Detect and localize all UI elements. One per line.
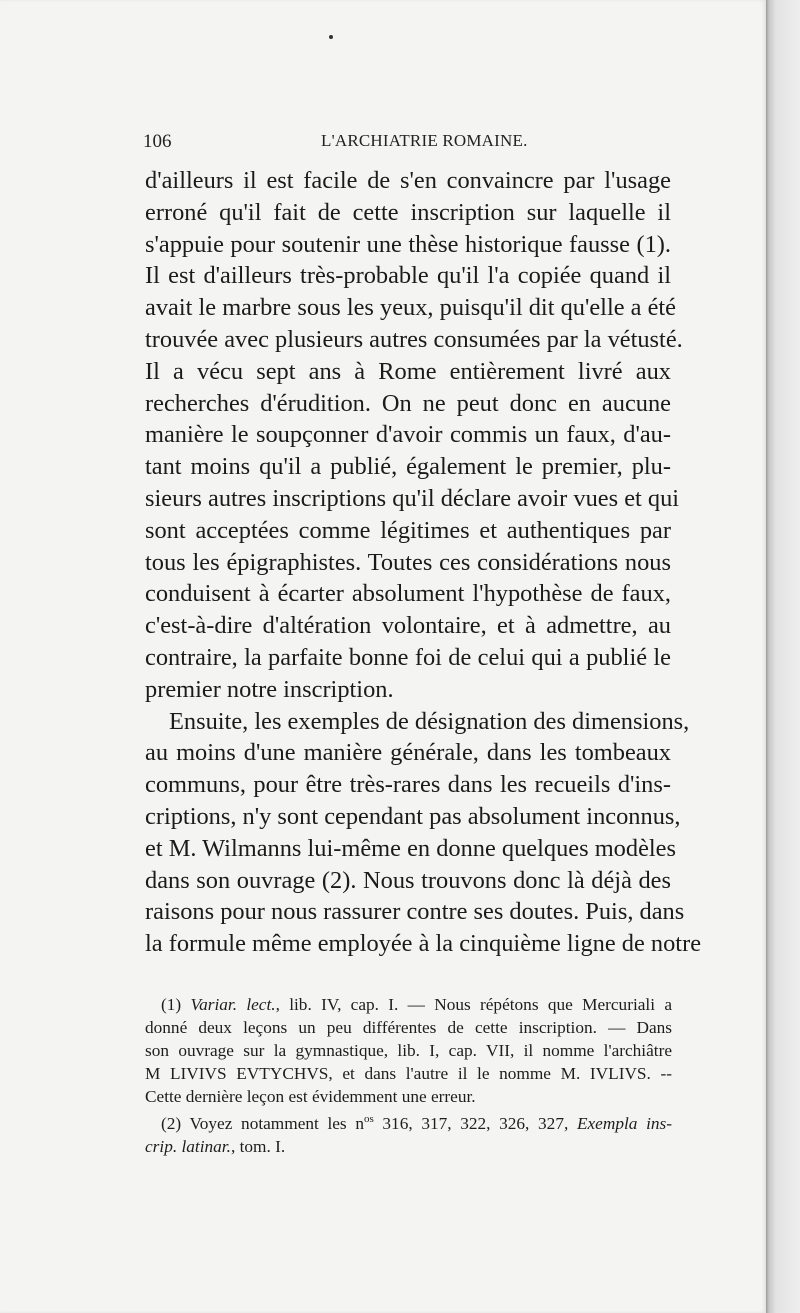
footnote-marker: (2) [161,1113,182,1133]
text-line: la formule même employée à la cinquième ligne de notre [145,930,702,958]
text-line: au moins d'une manière générale, dans les tombeaux [145,739,671,767]
footnote-reference: Variar. lect. [190,995,276,1014]
footnote-line: donné deux leçons un peu différentes de cette inscription. — Dans [145,1018,672,1037]
text-line: dans son ouvrage (2). Nous trouvons donc là déjà des [145,866,671,894]
footnote-reference: Exempla ins- [576,1113,672,1133]
text-line: recherches d'érudition. On ne peut donc en aucune [145,389,671,417]
text-line: trouvée avec plusieurs autres consumées par la vétusté. [145,325,683,353]
footnote-line: Cette dernière leçon est évidemment une erreur. [145,1087,476,1106]
text-line: erroné qu'il fait de cette inscription sur laquelle il [145,198,671,226]
text-line: tous les épigraphistes. Toutes ces considérations nous [145,548,671,576]
page-number: 106 [143,131,172,152]
text-line: raisons pour nous rassurer contre ses doutes. Puis, dans [145,898,685,926]
text-line: et M. Wilmanns lui-même en donne quelques modèles [145,834,676,862]
footnote-line [145,1135,672,1158]
footnote-superscript: os [363,1113,374,1125]
footnote-text: 316, 317, 322, 326, 327, [373,1113,577,1133]
text-line: manière le soupçonner d'avoir commis un faux, d'au- [145,421,671,449]
text-line: conduisent à écarter absolument l'hypothèse de faux, [145,580,671,608]
text-line: communs, pour être très-rares dans les recueils d'ins- [145,771,671,799]
footnote-reference: crip. latinar. [145,1136,231,1156]
body-text [145,165,702,960]
footnotes [145,993,672,1158]
text-line: avait le marbre sous les yeux, puisqu'il dit qu'elle a été [145,294,677,322]
text-line: Il a vécu sept ans à Rome entièrement livré aux [145,357,671,385]
text-line: contraire, la parfaite bonne foi de celui qui a publié le [145,643,671,671]
footnote-text: , tom. I. [230,1136,286,1156]
footnote-marker: (1) [161,995,182,1014]
text-line: criptions, n'y sont cependant pas absolument inconnus, [145,802,681,830]
page-edge [766,0,800,1313]
footnote-line: son ouvrage sur la gymnastique, lib. I, cap. VII, il nomme l'archiâtre [145,1041,672,1060]
page-header [143,129,670,159]
footnote-line: M LIVIVS EVTYCHVS, et dans l'autre il le nomme M. IVLIVS. -- [145,1064,672,1083]
text-line: sont acceptées comme légitimes et authentiques par [145,516,671,544]
footnote-1 [145,993,672,1016]
text-line: d'ailleurs il est facile de s'en convaincre par l'usage [145,167,671,194]
text-line: c'est-à-dire d'altération volontaire, et à admettre, au [145,612,671,640]
text-line: Ensuite, les exemples de désignation des dimensions, [169,707,690,735]
footnote-2 [145,1108,672,1135]
footnote-text: , lib. IV, cap. I. — Nous répétons que Mercuriali a [275,995,672,1014]
running-head: L'ARCHIATRIE ROMAINE. [321,131,528,150]
text-line: tant moins qu'il a publié, également le premier, plu- [145,453,671,481]
text-line: s'appuie pour soutenir une thèse historique fausse (1). [145,230,671,258]
text-line: premier notre inscription. [145,675,394,703]
text-line: sieurs autres inscriptions qu'il déclare avoir vues et qui [145,484,680,512]
footnote-text: Voyez notamment les n [189,1113,364,1133]
ink-speck [329,35,333,39]
text-line: Il est d'ailleurs très-probable qu'il l'a copiée quand il [145,262,671,290]
